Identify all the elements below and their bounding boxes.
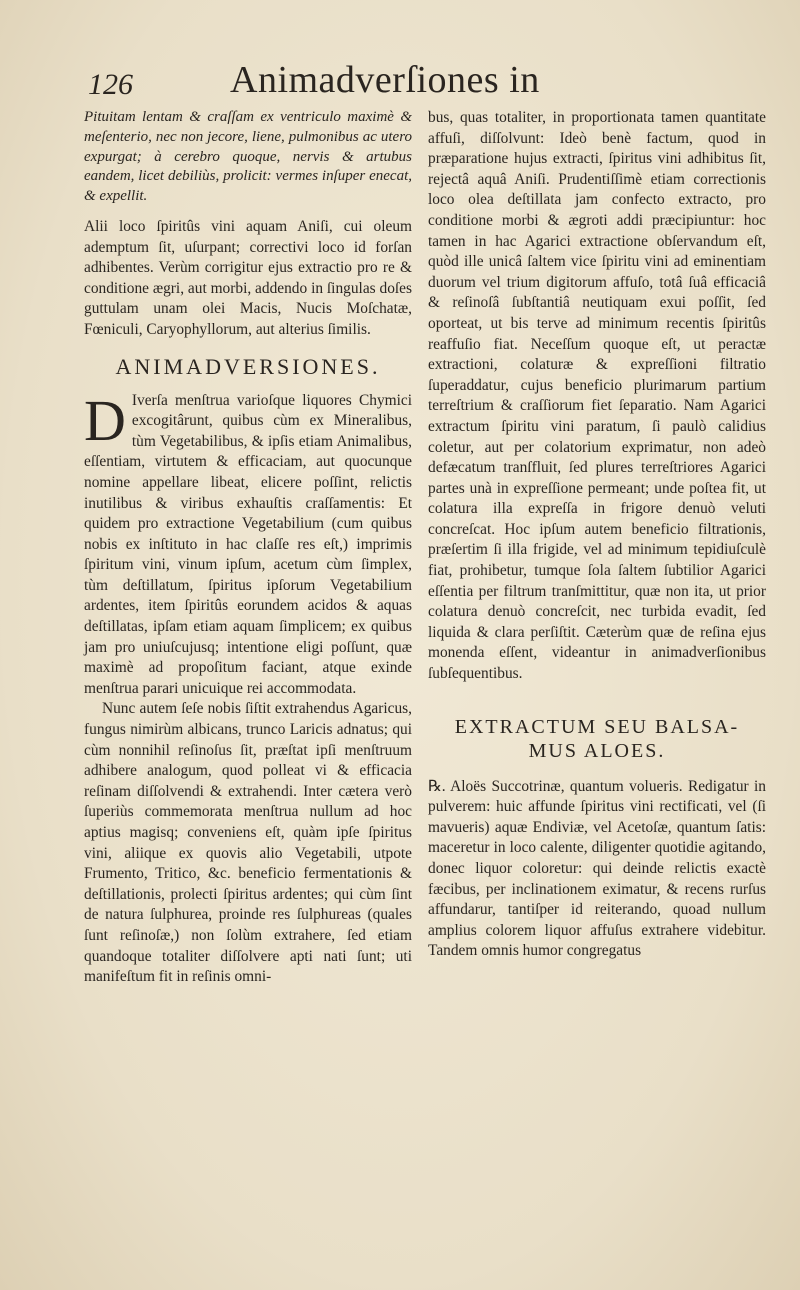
nunc-paragraph: Nunc autem ſeſe nobis ſiſtit extrahendus Agaricus, fungus nimirùm albicans, trunco Laricis adnatus; qui cùm nonnihil reſinoſus ſit, præſtat ipſi menſtruum adhibere analogum, quod polleat vi & efficacia reſinam diſſolvendi & extrahendi. Inter cætera verò ſuperiùs commemorata menſtrua nullum ad hoc aptius magisq; conveniens eſt, quàm ipſe ſpiritus vini, aliique ex quovis alio Vegetabili, utpote Frumento, Tritico, &c. beneficio fermentationis & deſtillationis, prolecti ſpiritus ardentes; qui cùm ſint de natura ſulphurea, proinde res ſulphureas (quales ſunt reſinoſæ,) non ſolùm extrahere, ſed etiam quandoque totaliter diſſolvere apti nati ſunt; uti manifeſtum fit in reſinis omni-	[84, 700, 412, 986]
drop-cap-d: D	[84, 387, 126, 453]
section-heading-extractum	[428, 715, 766, 763]
main-paragraph-text: Iverſa menſtrua varioſque liquores Chymici excogitârunt, quibus cùm ex Mineralibus, tùm Vegetabilibus, & ipſis etiam Animalibus, eſſentiam, virtutem & efficaciam, aut quocunque nomine appellare libeat, elicere poſſint, relictis inutilibus & viribus exhauſtis craſſamentis: Et quidem pro extractione Vegetabilium (cum quibus nobis ex inſtituto in hac claſſe res eſt,) imprimis ſpiritum vini, vinum ipſum, acetum cùm ſimplex, tùm deſtillatum, ſpiritus ipſorum Vegetabilium ardentes, item ſpiritûs eorundem acidos & aquas deſtillatas, ipſam etiam aquam ſimplicem; ex quibus jam pro uniuſcujusq; intentione eligi poſſunt, quæ maximè ad propoſitum faciant, atque exinde menſtrua parari unicuique rei accommodata.	[84, 391, 412, 697]
running-title: Animadverſiones in	[230, 59, 540, 101]
alii-paragraph: Alii loco ſpiritûs vini aquam Aniſi, cui oleum ademptum ſit, uſurpant; correctivi loco id forſan adhibentes. Verùm corrigitur ejus extractio pro re & conditione ægri, aut morbi, addendo in ſingulas doſes guttulam unam olei Macis, Nucis Moſchatæ, Fœniculi, Caryophyllorum, aut alterius ſimilis.	[84, 217, 412, 338]
section-heading-animadversiones: ANIMADVERSIONES.	[115, 353, 381, 379]
heading-line-2: MUS ALOES.	[528, 739, 666, 762]
left-column	[84, 108, 412, 988]
right-column	[428, 108, 766, 962]
continuation-paragraph: bus, quas totaliter, in proportionata tamen quantitate affuſi, diſſolvunt: Ideò benè factum, quod in præparatione hujus extracti, ſpiritus vini adhibitus ſit, rejectâ aquâ Aniſi. Prudentiſſimè etiam correctionis loco olea deſtillata jam confecto extracto, pro conditione morbi & ægroti addi præcipiuntur: hoc tamen in hac Agarici extractione obſervandum eſt, quòd ille unicâ ſaltem vice ſpiritu vini ad eminentiam duorum vel trium digitorum affuſo, totâ ſuâ efficaciâ & reſinoſâ ſubſtantiâ neutiquam exui poſſit, ſed oporteat, ut bis terve ad minimum recentis ſpiritûs reaffuſio fiat. Neceſſum quoque eſt, ut peractæ extractioni, colaturæ & expreſſioni filtratio ſuperaddatur, cujus beneficio plurimarum partium terreſtrium & craſſiorum fiet ſeparatio. Nam Agarici extractum ſpiritu vini paratum, ſi paulò calidius coletur, aut per colatorium exprimatur, non adeò defæcatum tranſfluit, ſed plures terreſtriores Agarici partes unà in expreſſione permeant; unde poſtea fit, ut colatura illa expreſſa in frigore denuò veluti concreſcat. Hoc ipſum autem beneficio filtrationis, præſertim ſi illa frigide, vel ad minimum tepidiuſculè fiat, prohibetur, tumque ſola ſaltem ſubtilior Agarici eſſentia per filtrum tranſmittitur, quæ non ita, ut prior colatura denuò concreſcit, nec turbida evadit, ſed liquida & clara perſiſtit. Cæterùm quæ de reſina ejus monenda eſſent, videantur in animadverſionibus ſubſequentibus.	[428, 109, 766, 683]
page-number: 126	[88, 68, 133, 101]
recipe-paragraph: ℞. Aloës Succotrinæ, quantum volueris. Redigatur in pulverem: huic affunde ſpiritus vini rectificati, vel (ſi mavueris) aquæ Endiviæ, vel Acetoſæ, quantum ſatis: maceretur in loco calente, diligenter quotidie agitando, donec liquor coloretur: qui deinde relictis exactè fæcibus, per inclinationem eximatur, & recens rurſus affundarur, tantiſper id reiterando, quoad nullum amplius colorem liquor affuſus extrahere videbitur. Tandem omnis humor congregatus	[428, 777, 766, 960]
heading-line-1: EXTRACTUM SEU BALSA-	[454, 715, 740, 738]
page-header	[70, 58, 770, 108]
intro-paragraph: Pituitam lentam & craſſam ex ventriculo maximè & meſenterio, nec non jecore, lienе, pulmonibus ac utero expurgat; à cerebro quoque, nervis & artubus eandem, licet debiliùs, prolicit: vermes inſuper enecat, & expellit.	[84, 109, 412, 205]
main-paragraph	[84, 387, 412, 700]
